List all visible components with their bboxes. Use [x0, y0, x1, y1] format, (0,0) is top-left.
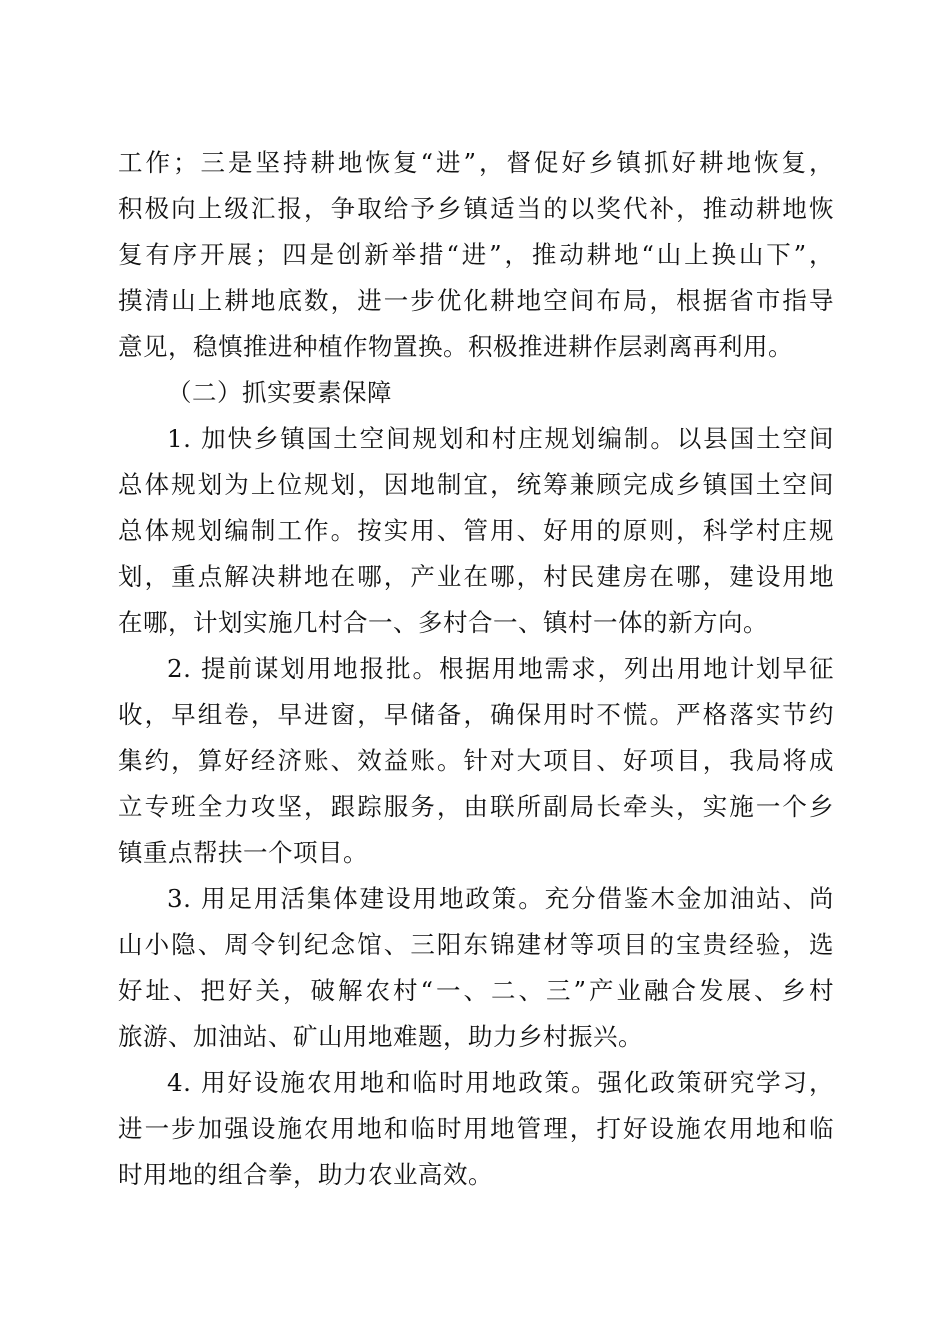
text-line: 集约，算好经济账、效益账。针对大项目、好项目，我局将成 — [118, 746, 834, 775]
text-line: 1. 加快乡镇国土空间规划和村庄规划编制。以县国土空间 — [167, 424, 834, 453]
text-line: 好址、把好关，破解农村“一、二、三”产业融合发展、乡村 — [118, 976, 834, 1005]
document-page — [118, 140, 834, 1198]
paragraph — [118, 646, 834, 876]
text-line: 总体规划为上位规划，因地制宜，统筹兼顾完成乡镇国土空间 — [118, 470, 834, 499]
text-line: 旅游、加油站、矿山用地难题，助力乡村振兴。 — [118, 1022, 643, 1051]
text-line: 3. 用足用活集体建设用地政策。充分借鉴木金加油站、尚 — [167, 884, 834, 913]
heading-text: （二）抓实要素保障 — [167, 378, 392, 407]
text-line: 山小隐、周令钊纪念馆、三阳东锦建材等项目的宝贵经验，选 — [118, 930, 834, 959]
text-line: 立专班全力攻坚，跟踪服务，由联所副局长牵头，实施一个乡 — [118, 792, 834, 821]
text-line: 进一步加强设施农用地和临时用地管理，打好设施农用地和临 — [118, 1114, 834, 1143]
text-line: 划，重点解决耕地在哪，产业在哪，村民建房在哪，建设用地 — [118, 562, 834, 591]
text-line: 在哪，计划实施几村合一、多村合一、镇村一体的新方向。 — [118, 608, 768, 637]
paragraph — [118, 876, 834, 1060]
section-heading — [118, 370, 834, 416]
paragraph — [118, 140, 834, 370]
paragraph — [118, 1060, 834, 1198]
text-line: 总体规划编制工作。按实用、管用、好用的原则，科学村庄规 — [118, 516, 834, 545]
text-line: 意见，稳慎推进种植作物置换。积极推进耕作层剥离再利用。 — [118, 332, 793, 361]
paragraph — [118, 416, 834, 646]
text-line: 积极向上级汇报，争取给予乡镇适当的以奖代补，推动耕地恢 — [118, 194, 834, 223]
text-line: 收，早组卷，早进窗，早储备，确保用时不慌。严格落实节约 — [118, 700, 834, 729]
text-line: 2. 提前谋划用地报批。根据用地需求，列出用地计划早征 — [167, 654, 834, 683]
text-line: 工作；三是坚持耕地恢复“进”，督促好乡镇抓好耕地恢复， — [118, 148, 834, 177]
text-line: 镇重点帮扶一个项目。 — [118, 838, 368, 867]
text-line: 时用地的组合拳，助力农业高效。 — [118, 1160, 493, 1189]
text-line: 摸清山上耕地底数，进一步优化耕地空间布局，根据省市指导 — [118, 286, 834, 315]
text-line: 复有序开展；四是创新举措“进”，推动耕地“山上换山下”， — [118, 240, 834, 269]
text-line: 4. 用好设施农用地和临时用地政策。强化政策研究学习， — [167, 1068, 834, 1097]
